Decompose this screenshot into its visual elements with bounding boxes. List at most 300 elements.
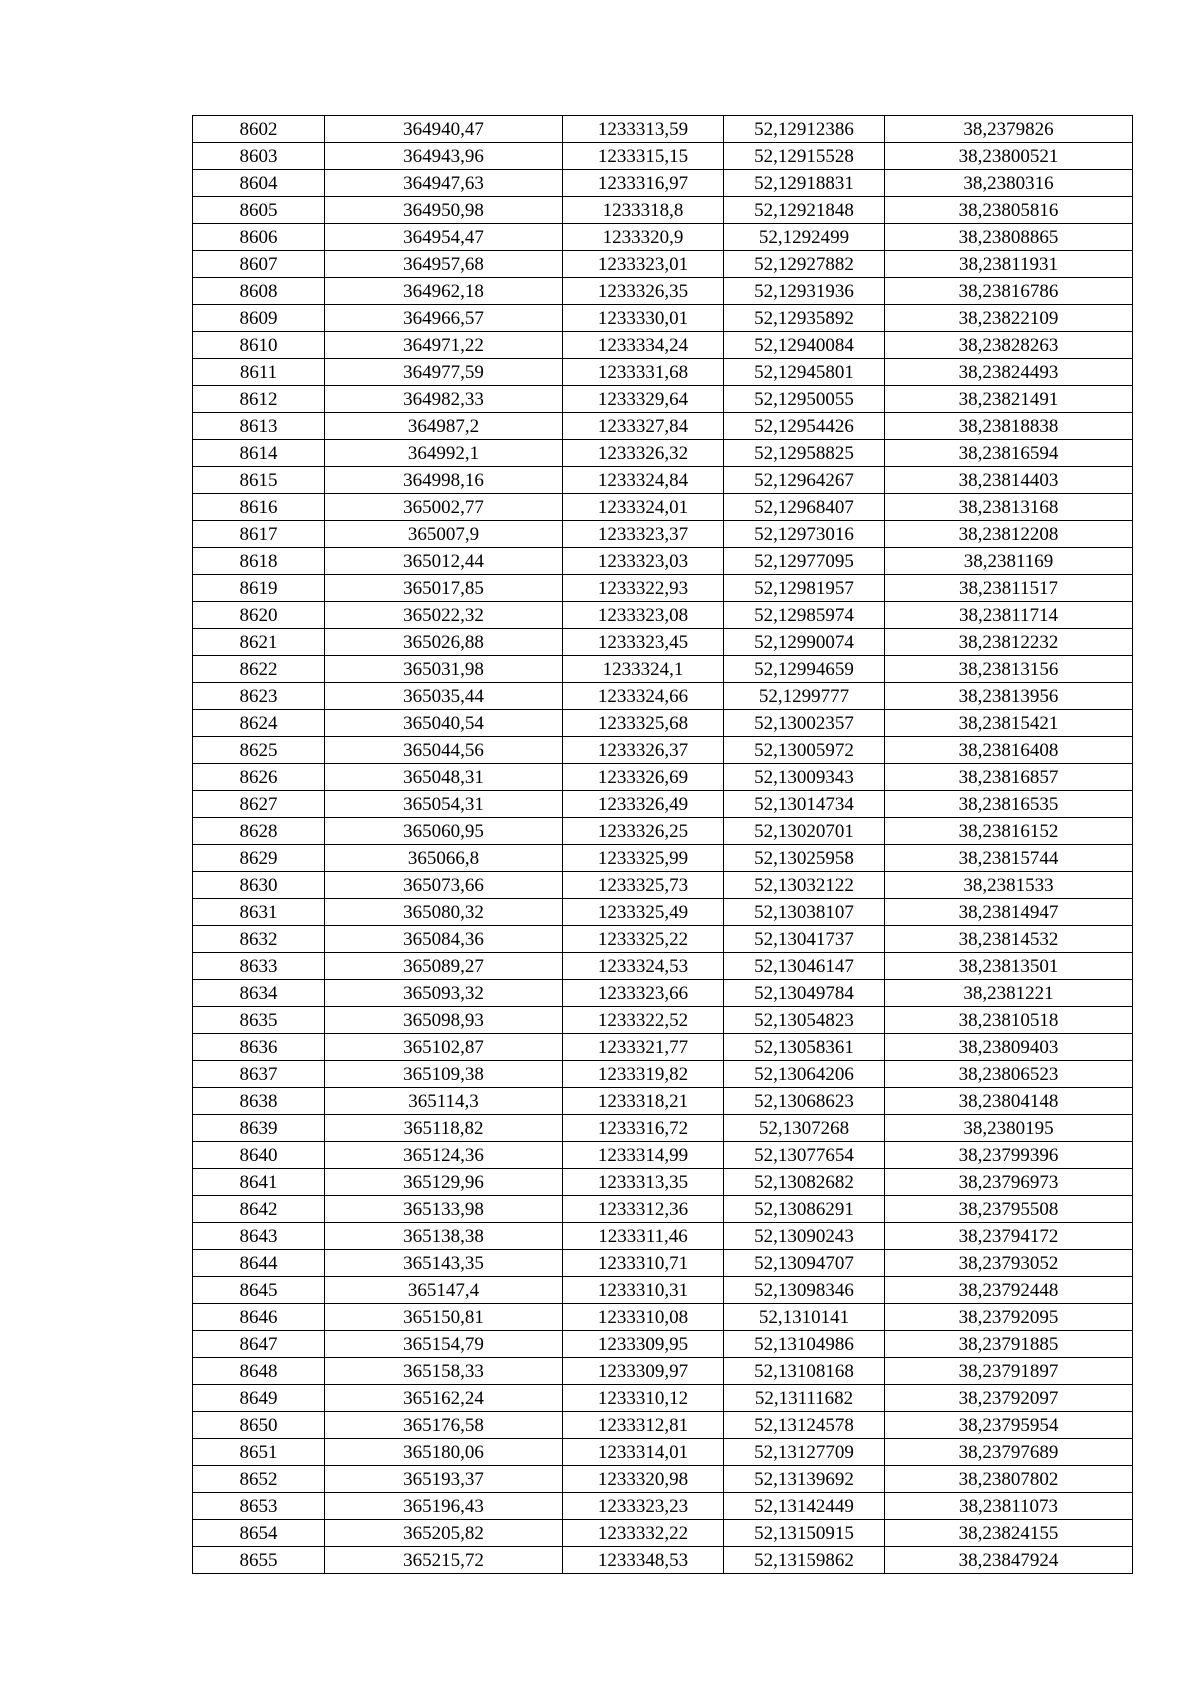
table-row — [193, 359, 1133, 386]
latitude-cell: 52,12945801 — [724, 359, 885, 386]
point-number-cell: 8603 — [193, 143, 325, 170]
y-coordinate-cell: 1233313,35 — [563, 1169, 724, 1196]
x-coordinate-cell: 365102,87 — [325, 1034, 563, 1061]
point-number-cell: 8616 — [193, 494, 325, 521]
longitude-cell: 38,23818838 — [885, 413, 1133, 440]
y-coordinate-cell: 1233329,64 — [563, 386, 724, 413]
y-coordinate-cell: 1233326,49 — [563, 791, 724, 818]
x-coordinate-cell: 364998,16 — [325, 467, 563, 494]
latitude-cell: 52,13049784 — [724, 980, 885, 1007]
longitude-cell: 38,23813956 — [885, 683, 1133, 710]
longitude-cell: 38,23793052 — [885, 1250, 1133, 1277]
latitude-cell: 52,13002357 — [724, 710, 885, 737]
latitude-cell: 52,1299777 — [724, 683, 885, 710]
longitude-cell: 38,23804148 — [885, 1088, 1133, 1115]
table-row — [193, 1277, 1133, 1304]
point-number-cell: 8637 — [193, 1061, 325, 1088]
x-coordinate-cell: 365158,33 — [325, 1358, 563, 1385]
x-coordinate-cell: 365044,56 — [325, 737, 563, 764]
table-row — [193, 1439, 1133, 1466]
coordinates-table — [192, 115, 1133, 1574]
latitude-cell: 52,13058361 — [724, 1034, 885, 1061]
latitude-cell: 52,13127709 — [724, 1439, 885, 1466]
table-row — [193, 251, 1133, 278]
table-row — [193, 575, 1133, 602]
x-coordinate-cell: 364982,33 — [325, 386, 563, 413]
x-coordinate-cell: 365118,82 — [325, 1115, 563, 1142]
latitude-cell: 52,12964267 — [724, 467, 885, 494]
y-coordinate-cell: 1233323,45 — [563, 629, 724, 656]
longitude-cell: 38,23805816 — [885, 197, 1133, 224]
y-coordinate-cell: 1233332,22 — [563, 1520, 724, 1547]
longitude-cell: 38,23814947 — [885, 899, 1133, 926]
x-coordinate-cell: 365143,35 — [325, 1250, 563, 1277]
point-number-cell: 8621 — [193, 629, 325, 656]
latitude-cell: 52,13098346 — [724, 1277, 885, 1304]
longitude-cell: 38,23797689 — [885, 1439, 1133, 1466]
point-number-cell: 8608 — [193, 278, 325, 305]
y-coordinate-cell: 1233318,8 — [563, 197, 724, 224]
latitude-cell: 52,13090243 — [724, 1223, 885, 1250]
table-row — [193, 224, 1133, 251]
point-number-cell: 8617 — [193, 521, 325, 548]
table-row — [193, 1412, 1133, 1439]
x-coordinate-cell: 364987,2 — [325, 413, 563, 440]
x-coordinate-cell: 364954,47 — [325, 224, 563, 251]
longitude-cell: 38,23816152 — [885, 818, 1133, 845]
y-coordinate-cell: 1233311,46 — [563, 1223, 724, 1250]
table-row — [193, 872, 1133, 899]
longitude-cell: 38,23815421 — [885, 710, 1133, 737]
point-number-cell: 8604 — [193, 170, 325, 197]
table-row — [193, 1385, 1133, 1412]
y-coordinate-cell: 1233326,25 — [563, 818, 724, 845]
y-coordinate-cell: 1233316,97 — [563, 170, 724, 197]
y-coordinate-cell: 1233309,95 — [563, 1331, 724, 1358]
longitude-cell: 38,2379826 — [885, 116, 1133, 143]
longitude-cell: 38,23824493 — [885, 359, 1133, 386]
table-row — [193, 1142, 1133, 1169]
longitude-cell: 38,23812232 — [885, 629, 1133, 656]
x-coordinate-cell: 365060,95 — [325, 818, 563, 845]
latitude-cell: 52,13068623 — [724, 1088, 885, 1115]
longitude-cell: 38,23816857 — [885, 764, 1133, 791]
table-row — [193, 602, 1133, 629]
x-coordinate-cell: 364966,57 — [325, 305, 563, 332]
y-coordinate-cell: 1233330,01 — [563, 305, 724, 332]
table-row — [193, 1061, 1133, 1088]
table-row — [193, 278, 1133, 305]
table-row — [193, 332, 1133, 359]
x-coordinate-cell: 364962,18 — [325, 278, 563, 305]
table-row — [193, 1547, 1133, 1574]
y-coordinate-cell: 1233321,77 — [563, 1034, 724, 1061]
latitude-cell: 52,13086291 — [724, 1196, 885, 1223]
latitude-cell: 52,13159862 — [724, 1547, 885, 1574]
latitude-cell: 52,13108168 — [724, 1358, 885, 1385]
table-row — [193, 1115, 1133, 1142]
x-coordinate-cell: 365066,8 — [325, 845, 563, 872]
table-row — [193, 899, 1133, 926]
x-coordinate-cell: 365022,32 — [325, 602, 563, 629]
latitude-cell: 52,13046147 — [724, 953, 885, 980]
latitude-cell: 52,12918831 — [724, 170, 885, 197]
x-coordinate-cell: 364992,1 — [325, 440, 563, 467]
point-number-cell: 8647 — [193, 1331, 325, 1358]
longitude-cell: 38,23811714 — [885, 602, 1133, 629]
y-coordinate-cell: 1233326,37 — [563, 737, 724, 764]
latitude-cell: 52,13150915 — [724, 1520, 885, 1547]
latitude-cell: 52,12990074 — [724, 629, 885, 656]
latitude-cell: 52,12968407 — [724, 494, 885, 521]
coordinates-table-body — [193, 116, 1133, 1574]
table-row — [193, 197, 1133, 224]
point-number-cell: 8644 — [193, 1250, 325, 1277]
y-coordinate-cell: 1233334,24 — [563, 332, 724, 359]
point-number-cell: 8630 — [193, 872, 325, 899]
table-row — [193, 818, 1133, 845]
latitude-cell: 52,13077654 — [724, 1142, 885, 1169]
table-row — [193, 1358, 1133, 1385]
x-coordinate-cell: 364977,59 — [325, 359, 563, 386]
point-number-cell: 8653 — [193, 1493, 325, 1520]
table-row — [193, 953, 1133, 980]
longitude-cell: 38,23810518 — [885, 1007, 1133, 1034]
table-row — [193, 467, 1133, 494]
x-coordinate-cell: 365176,58 — [325, 1412, 563, 1439]
latitude-cell: 52,13041737 — [724, 926, 885, 953]
x-coordinate-cell: 365048,31 — [325, 764, 563, 791]
y-coordinate-cell: 1233326,35 — [563, 278, 724, 305]
longitude-cell: 38,2380195 — [885, 1115, 1133, 1142]
y-coordinate-cell: 1233325,22 — [563, 926, 724, 953]
table-row — [193, 386, 1133, 413]
y-coordinate-cell: 1233324,1 — [563, 656, 724, 683]
table-row — [193, 845, 1133, 872]
latitude-cell: 52,13005972 — [724, 737, 885, 764]
latitude-cell: 52,12981957 — [724, 575, 885, 602]
y-coordinate-cell: 1233312,81 — [563, 1412, 724, 1439]
x-coordinate-cell: 365205,82 — [325, 1520, 563, 1547]
point-number-cell: 8627 — [193, 791, 325, 818]
longitude-cell: 38,23812208 — [885, 521, 1133, 548]
point-number-cell: 8633 — [193, 953, 325, 980]
latitude-cell: 52,1307268 — [724, 1115, 885, 1142]
x-coordinate-cell: 365026,88 — [325, 629, 563, 656]
longitude-cell: 38,23815744 — [885, 845, 1133, 872]
point-number-cell: 8610 — [193, 332, 325, 359]
longitude-cell: 38,23799396 — [885, 1142, 1133, 1169]
y-coordinate-cell: 1233320,9 — [563, 224, 724, 251]
point-number-cell: 8607 — [193, 251, 325, 278]
longitude-cell: 38,23813156 — [885, 656, 1133, 683]
longitude-cell: 38,23811931 — [885, 251, 1133, 278]
x-coordinate-cell: 365154,79 — [325, 1331, 563, 1358]
x-coordinate-cell: 365089,27 — [325, 953, 563, 980]
latitude-cell: 52,12985974 — [724, 602, 885, 629]
point-number-cell: 8613 — [193, 413, 325, 440]
x-coordinate-cell: 364971,22 — [325, 332, 563, 359]
y-coordinate-cell: 1233323,08 — [563, 602, 724, 629]
x-coordinate-cell: 365093,32 — [325, 980, 563, 1007]
point-number-cell: 8623 — [193, 683, 325, 710]
longitude-cell: 38,23822109 — [885, 305, 1133, 332]
longitude-cell: 38,23795954 — [885, 1412, 1133, 1439]
x-coordinate-cell: 365040,54 — [325, 710, 563, 737]
table-row — [193, 791, 1133, 818]
point-number-cell: 8643 — [193, 1223, 325, 1250]
table-row — [193, 143, 1133, 170]
point-number-cell: 8624 — [193, 710, 325, 737]
x-coordinate-cell: 364940,47 — [325, 116, 563, 143]
table-row — [193, 170, 1133, 197]
x-coordinate-cell: 365002,77 — [325, 494, 563, 521]
latitude-cell: 52,13014734 — [724, 791, 885, 818]
x-coordinate-cell: 365215,72 — [325, 1547, 563, 1574]
y-coordinate-cell: 1233322,52 — [563, 1007, 724, 1034]
y-coordinate-cell: 1233320,98 — [563, 1466, 724, 1493]
x-coordinate-cell: 364943,96 — [325, 143, 563, 170]
table-row — [193, 521, 1133, 548]
table-row — [193, 926, 1133, 953]
table-row — [193, 1088, 1133, 1115]
latitude-cell: 52,12977095 — [724, 548, 885, 575]
x-coordinate-cell: 365031,98 — [325, 656, 563, 683]
point-number-cell: 8615 — [193, 467, 325, 494]
longitude-cell: 38,23814532 — [885, 926, 1133, 953]
x-coordinate-cell: 364947,63 — [325, 170, 563, 197]
point-number-cell: 8626 — [193, 764, 325, 791]
y-coordinate-cell: 1233325,49 — [563, 899, 724, 926]
y-coordinate-cell: 1233324,66 — [563, 683, 724, 710]
longitude-cell: 38,2381533 — [885, 872, 1133, 899]
y-coordinate-cell: 1233316,72 — [563, 1115, 724, 1142]
longitude-cell: 38,23814403 — [885, 467, 1133, 494]
table-row — [193, 1331, 1133, 1358]
latitude-cell: 52,12954426 — [724, 413, 885, 440]
longitude-cell: 38,23791885 — [885, 1331, 1133, 1358]
longitude-cell: 38,2381221 — [885, 980, 1133, 1007]
point-number-cell: 8655 — [193, 1547, 325, 1574]
latitude-cell: 52,13038107 — [724, 899, 885, 926]
y-coordinate-cell: 1233310,31 — [563, 1277, 724, 1304]
longitude-cell: 38,23800521 — [885, 143, 1133, 170]
x-coordinate-cell: 365147,4 — [325, 1277, 563, 1304]
longitude-cell: 38,23821491 — [885, 386, 1133, 413]
point-number-cell: 8602 — [193, 116, 325, 143]
y-coordinate-cell: 1233323,37 — [563, 521, 724, 548]
point-number-cell: 8650 — [193, 1412, 325, 1439]
longitude-cell: 38,2381169 — [885, 548, 1133, 575]
longitude-cell: 38,23847924 — [885, 1547, 1133, 1574]
table-row — [193, 1520, 1133, 1547]
latitude-cell: 52,12958825 — [724, 440, 885, 467]
x-coordinate-cell: 365150,81 — [325, 1304, 563, 1331]
point-number-cell: 8634 — [193, 980, 325, 1007]
x-coordinate-cell: 365124,36 — [325, 1142, 563, 1169]
y-coordinate-cell: 1233323,23 — [563, 1493, 724, 1520]
y-coordinate-cell: 1233324,01 — [563, 494, 724, 521]
point-number-cell: 8619 — [193, 575, 325, 602]
x-coordinate-cell: 365073,66 — [325, 872, 563, 899]
latitude-cell: 52,13142449 — [724, 1493, 885, 1520]
longitude-cell: 38,23816786 — [885, 278, 1133, 305]
latitude-cell: 52,12935892 — [724, 305, 885, 332]
latitude-cell: 52,13032122 — [724, 872, 885, 899]
latitude-cell: 52,13094707 — [724, 1250, 885, 1277]
latitude-cell: 52,1292499 — [724, 224, 885, 251]
x-coordinate-cell: 364950,98 — [325, 197, 563, 224]
table-row — [193, 1304, 1133, 1331]
longitude-cell: 38,23791897 — [885, 1358, 1133, 1385]
longitude-cell: 38,23795508 — [885, 1196, 1133, 1223]
longitude-cell: 38,23811073 — [885, 1493, 1133, 1520]
latitude-cell: 52,12927882 — [724, 251, 885, 278]
point-number-cell: 8649 — [193, 1385, 325, 1412]
latitude-cell: 52,13020701 — [724, 818, 885, 845]
latitude-cell: 52,13124578 — [724, 1412, 885, 1439]
x-coordinate-cell: 365054,31 — [325, 791, 563, 818]
x-coordinate-cell: 365098,93 — [325, 1007, 563, 1034]
table-row — [193, 116, 1133, 143]
point-number-cell: 8646 — [193, 1304, 325, 1331]
longitude-cell: 38,23806523 — [885, 1061, 1133, 1088]
longitude-cell: 38,23809403 — [885, 1034, 1133, 1061]
y-coordinate-cell: 1233325,99 — [563, 845, 724, 872]
x-coordinate-cell: 364957,68 — [325, 251, 563, 278]
longitude-cell: 38,23816535 — [885, 791, 1133, 818]
table-row — [193, 683, 1133, 710]
y-coordinate-cell: 1233325,68 — [563, 710, 724, 737]
longitude-cell: 38,23828263 — [885, 332, 1133, 359]
y-coordinate-cell: 1233327,84 — [563, 413, 724, 440]
table-row — [193, 710, 1133, 737]
table-row — [193, 1196, 1133, 1223]
point-number-cell: 8625 — [193, 737, 325, 764]
longitude-cell: 38,23824155 — [885, 1520, 1133, 1547]
x-coordinate-cell: 365129,96 — [325, 1169, 563, 1196]
point-number-cell: 8611 — [193, 359, 325, 386]
table-row — [193, 1466, 1133, 1493]
table-row — [193, 305, 1133, 332]
table-row — [193, 764, 1133, 791]
longitude-cell: 38,23816408 — [885, 737, 1133, 764]
y-coordinate-cell: 1233312,36 — [563, 1196, 724, 1223]
point-number-cell: 8638 — [193, 1088, 325, 1115]
y-coordinate-cell: 1233313,59 — [563, 116, 724, 143]
x-coordinate-cell: 365012,44 — [325, 548, 563, 575]
latitude-cell: 52,1310141 — [724, 1304, 885, 1331]
point-number-cell: 8605 — [193, 197, 325, 224]
y-coordinate-cell: 1233323,66 — [563, 980, 724, 1007]
latitude-cell: 52,13139692 — [724, 1466, 885, 1493]
table-row — [193, 1169, 1133, 1196]
point-number-cell: 8636 — [193, 1034, 325, 1061]
longitude-cell: 38,23792448 — [885, 1277, 1133, 1304]
longitude-cell: 38,23792097 — [885, 1385, 1133, 1412]
x-coordinate-cell: 365138,38 — [325, 1223, 563, 1250]
point-number-cell: 8612 — [193, 386, 325, 413]
point-number-cell: 8609 — [193, 305, 325, 332]
point-number-cell: 8648 — [193, 1358, 325, 1385]
table-row — [193, 1250, 1133, 1277]
point-number-cell: 8629 — [193, 845, 325, 872]
x-coordinate-cell: 365080,32 — [325, 899, 563, 926]
y-coordinate-cell: 1233310,12 — [563, 1385, 724, 1412]
table-row — [193, 1493, 1133, 1520]
latitude-cell: 52,13025958 — [724, 845, 885, 872]
y-coordinate-cell: 1233331,68 — [563, 359, 724, 386]
table-row — [193, 629, 1133, 656]
latitude-cell: 52,12994659 — [724, 656, 885, 683]
table-row — [193, 548, 1133, 575]
y-coordinate-cell: 1233318,21 — [563, 1088, 724, 1115]
latitude-cell: 52,13104986 — [724, 1331, 885, 1358]
latitude-cell: 52,12973016 — [724, 521, 885, 548]
table-row — [193, 656, 1133, 683]
latitude-cell: 52,12940084 — [724, 332, 885, 359]
latitude-cell: 52,13054823 — [724, 1007, 885, 1034]
table-row — [193, 413, 1133, 440]
table-row — [193, 1223, 1133, 1250]
y-coordinate-cell: 1233326,32 — [563, 440, 724, 467]
table-row — [193, 440, 1133, 467]
latitude-cell: 52,12931936 — [724, 278, 885, 305]
x-coordinate-cell: 365193,37 — [325, 1466, 563, 1493]
x-coordinate-cell: 365084,36 — [325, 926, 563, 953]
y-coordinate-cell: 1233319,82 — [563, 1061, 724, 1088]
point-number-cell: 8614 — [193, 440, 325, 467]
point-number-cell: 8622 — [193, 656, 325, 683]
x-coordinate-cell: 365133,98 — [325, 1196, 563, 1223]
latitude-cell: 52,12912386 — [724, 116, 885, 143]
y-coordinate-cell: 1233315,15 — [563, 143, 724, 170]
x-coordinate-cell: 365196,43 — [325, 1493, 563, 1520]
longitude-cell: 38,23794172 — [885, 1223, 1133, 1250]
point-number-cell: 8651 — [193, 1439, 325, 1466]
latitude-cell: 52,12921848 — [724, 197, 885, 224]
longitude-cell: 38,23807802 — [885, 1466, 1133, 1493]
y-coordinate-cell: 1233322,93 — [563, 575, 724, 602]
latitude-cell: 52,12915528 — [724, 143, 885, 170]
longitude-cell: 38,23796973 — [885, 1169, 1133, 1196]
y-coordinate-cell: 1233310,08 — [563, 1304, 724, 1331]
longitude-cell: 38,23813501 — [885, 953, 1133, 980]
x-coordinate-cell: 365162,24 — [325, 1385, 563, 1412]
point-number-cell: 8642 — [193, 1196, 325, 1223]
latitude-cell: 52,13009343 — [724, 764, 885, 791]
x-coordinate-cell: 365035,44 — [325, 683, 563, 710]
y-coordinate-cell: 1233324,53 — [563, 953, 724, 980]
point-number-cell: 8645 — [193, 1277, 325, 1304]
point-number-cell: 8631 — [193, 899, 325, 926]
table-row — [193, 737, 1133, 764]
table-row — [193, 980, 1133, 1007]
point-number-cell: 8620 — [193, 602, 325, 629]
y-coordinate-cell: 1233323,01 — [563, 251, 724, 278]
latitude-cell: 52,13082682 — [724, 1169, 885, 1196]
y-coordinate-cell: 1233348,53 — [563, 1547, 724, 1574]
y-coordinate-cell: 1233314,99 — [563, 1142, 724, 1169]
point-number-cell: 8628 — [193, 818, 325, 845]
point-number-cell: 8618 — [193, 548, 325, 575]
y-coordinate-cell: 1233310,71 — [563, 1250, 724, 1277]
x-coordinate-cell: 365180,06 — [325, 1439, 563, 1466]
latitude-cell: 52,12950055 — [724, 386, 885, 413]
longitude-cell: 38,23792095 — [885, 1304, 1133, 1331]
table-row — [193, 494, 1133, 521]
latitude-cell: 52,13064206 — [724, 1061, 885, 1088]
